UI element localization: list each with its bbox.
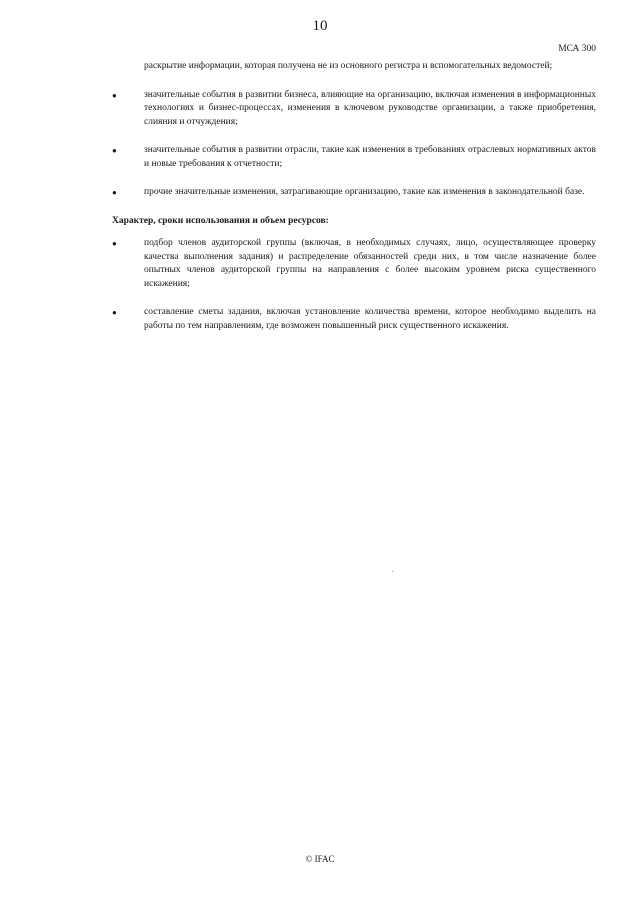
list-item [112,237,596,291]
bullet-icon: ● [112,308,117,317]
copyright-footer: © IFAC [305,854,335,864]
document-code: МСА 300 [558,44,596,54]
list-item-text: значительные события в развитии отрасли, такие как изменения в требованиях отраслевых нормативных актов и новые требования к отчетности; [144,145,596,169]
page-number: 10 [312,18,328,34]
list-item [112,144,596,171]
list-item-text: подбор членов аудиторской группы (включая, в необходимых случаях, лицо, осуществляющее проверку качества выполнения задания) и распределение обязанностей среди них, в том числе назначение более опытных членов аудиторской группы на направления с более высоким уровнем риска существенного искажения; [144,238,596,289]
list-item [112,186,596,200]
continuation-paragraph: раскрытие информации, которая получена не из основного регистра и вспомогательных ведомостей; [144,61,553,71]
scan-speck [392,571,393,572]
list-item [112,306,596,333]
bullet-icon: ● [112,188,117,197]
bullet-icon: ● [112,146,117,155]
list-item-text: прочие значительные изменения, затрагивающие организацию, такие как изменения в законодательной базе. [144,187,585,197]
list-item-text: составление сметы задания, включая установление количества времени, которое необходимо выделить на работы по тем направлениям, где возможен повышенный риск существенного искажения. [144,307,596,331]
bullet-icon: ● [112,239,117,248]
bullet-icon: ● [112,90,117,100]
section-heading: Характер, сроки использования и объем ресурсов: [112,215,329,226]
list-item-text: значительные события в развитии бизнеса, влияющие на организацию, включая изменения в информационных технологиях и бизнес-процессах, изменения в ключевом руководстве организации, а также приобретения, слияния и отчуждения; [144,89,596,127]
list-item [112,89,596,130]
page-content [112,60,596,333]
